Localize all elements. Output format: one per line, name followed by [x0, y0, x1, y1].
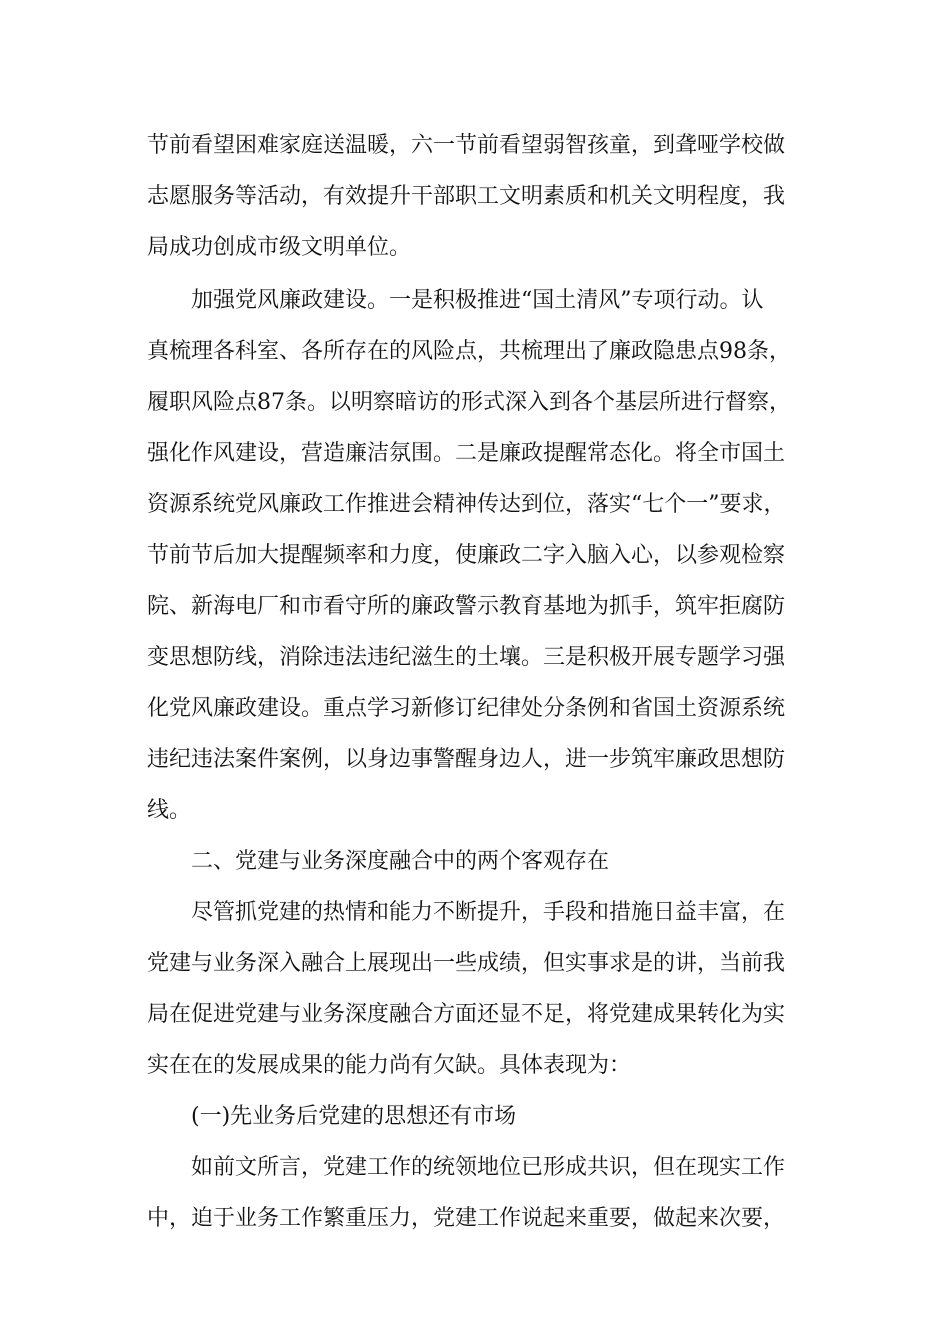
text-line: 履职风险点87条。以明察暗访的形式深入到各个基层所进行督察， — [147, 390, 791, 415]
text-line: 党建与业务深入融合上展现出一些成绩，但实事求是的讲，当前我 — [147, 951, 786, 976]
text-line: 强化作风建设，营造廉洁氛围。二是廉政提醒常态化。将全市国土 — [147, 441, 786, 466]
text-line: 实在在的发展成果的能力尚有欠缺。具体表现为： — [147, 1053, 632, 1078]
paragraph-start-line: 加强党风廉政建设。一是积极推进“国土清风”专项行动。认 — [191, 288, 764, 313]
text-line: 资源系统党风廉政工作推进会精神传达到位，落实“七个一”要求， — [147, 492, 786, 517]
paragraph-start-line: 如前文所言，党建工作的统领地位已形成共识，但在现实工作 — [191, 1155, 786, 1180]
section-heading: 二、党建与业务深度融合中的两个客观存在 — [191, 849, 610, 874]
text-line: 中，迫于业务工作繁重压力，党建工作说起来重要，做起来次要， — [147, 1206, 786, 1231]
text-line: 局在促进党建与业务深度融合方面还显不足，将党建成果转化为实 — [147, 1002, 786, 1027]
text-line: 院、新海电厂和市看守所的廉政警示教育基地为抓手，筑牢拒腐防 — [147, 594, 786, 619]
text-line: 节前节后加大提醒频率和力度，使廉政二字入脑入心，以参观检察 — [147, 543, 786, 568]
text-line: 真梳理各科室、各所存在的风险点，共梳理出了廉政隐患点98条， — [147, 339, 791, 364]
paragraph-start-line: 尽管抓党建的热情和能力不断提升，手段和措施日益丰富，在 — [191, 900, 786, 925]
text-line: 志愿服务等活动，有效提升干部职工文明素质和机关文明程度，我 — [147, 184, 786, 209]
text-line: 局成功创成市级文明单位。 — [147, 235, 412, 260]
text-line: 线。 — [147, 798, 192, 823]
text-line: 变思想防线，消除违法违纪滋生的土壤。三是积极开展专题学习强 — [147, 645, 786, 670]
text-line: 化党风廉政建设。重点学习新修订纪律处分条例和省国土资源系统 — [147, 696, 786, 721]
text-line: 节前看望困难家庭送温暖，六一节前看望弱智孩童，到聋哑学校做 — [147, 133, 786, 158]
text-line: 违纪违法案件案例，以身边事警醒身边人，进一步筑牢廉政思想防 — [147, 747, 786, 772]
subsection-heading: (一)先业务后党建的思想还有市场 — [191, 1104, 517, 1129]
